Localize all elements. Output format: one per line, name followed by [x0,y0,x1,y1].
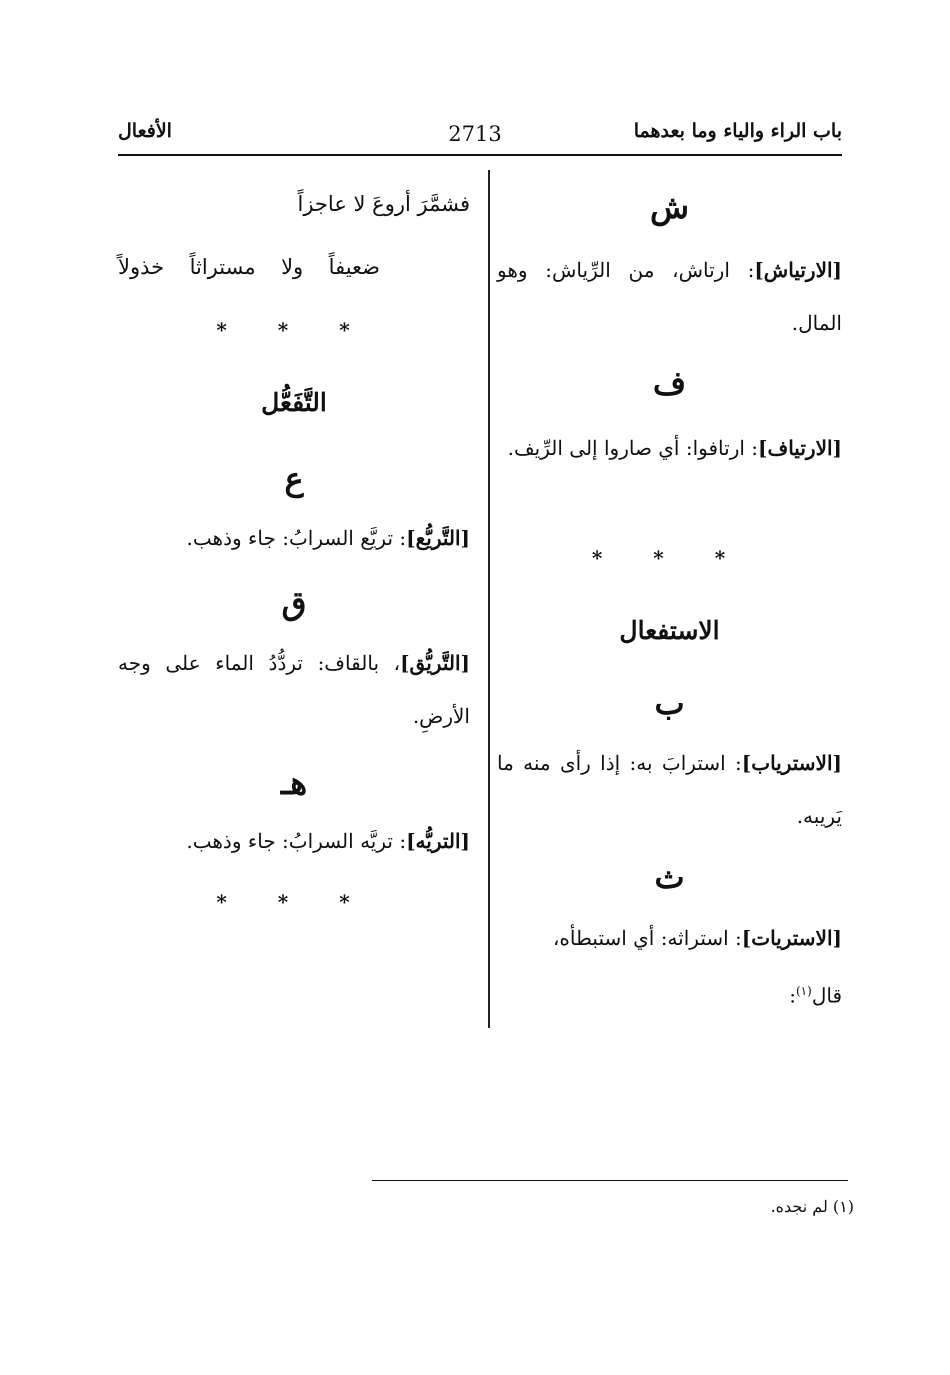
verse-line-2: ضعيفاً ولا مستراثاً خذولاً [118,255,380,279]
entry-irtiyaf [497,422,842,475]
letter-heading-fa: ف [652,364,687,402]
entry-istiryab [497,737,842,843]
qala-colon: : [789,983,796,1008]
header-rule [118,154,842,156]
entry-tarayyuq [118,637,470,743]
entry-definition: : ارتاش، من الرِّياش: وهو المال. [497,258,842,335]
footnote-rule [372,1180,848,1181]
entry-headword: [الاستريات] [741,926,842,950]
entry-definition: ، بالقاف: تردُّدُ الماء على وجه الأرضِ. [118,651,470,728]
entry-headword: [التريُّه] [406,829,470,853]
section-separator-stars-top: * * * [216,318,372,342]
letter-heading-ha: هـ [280,764,308,802]
section-heading-tafaul: التَّفَعُّل [261,388,327,417]
entry-headword: [الارتياش] [754,258,842,282]
entry-headword: [الارتياف] [758,436,842,460]
entry-tarayyu [118,512,470,565]
letter-heading-shin: ش [649,188,690,226]
entry-headword: [التَّريُّق] [400,651,470,675]
entry-headword: [الاسترياب] [741,751,842,775]
entry-definition: : تريَّه السرابُ: جاء وذهب. [186,829,407,853]
verse-line-1: فشمَّرَ أروعَ لا عاجزاً [297,192,470,216]
entry-definition: : تريَّع السرابُ: جاء وذهب. [186,526,407,550]
letter-heading-ba: ب [654,684,685,722]
entry-tarayyuh [118,815,470,868]
footnote: (١) لم نجده. [770,1197,854,1216]
section-heading-istifal: الاستفعال [619,616,720,645]
qala-word: قال [811,983,842,1008]
page-number: 2713 [448,122,502,146]
letter-heading-qaf: ق [281,584,307,622]
entry-definition: : استرابَ به: إذا رأى منه ما يَريبه. [497,751,842,828]
section-separator-stars: * * * [591,546,748,570]
footnote-marker: (١) [795,984,812,998]
chapter-title: باب الراء والياء وما بعدهما [633,120,842,142]
letter-heading-tha: ث [654,858,685,896]
section-separator-stars-bottom: * * * [216,890,372,914]
entry-headword: [التَّريُّع] [406,526,470,550]
letter-heading-ain: ع [284,460,304,498]
entry-irtiyash [497,244,842,350]
entry-definition: : ارتافوا: أي صاروا إلى الرِّيف. [507,436,759,460]
column-divider [488,170,490,1028]
entry-definition: : استراثه: أي استبطأه، [552,926,742,950]
entry-istiryath [497,912,842,1023]
section-title-header: الأفعال [118,120,172,142]
